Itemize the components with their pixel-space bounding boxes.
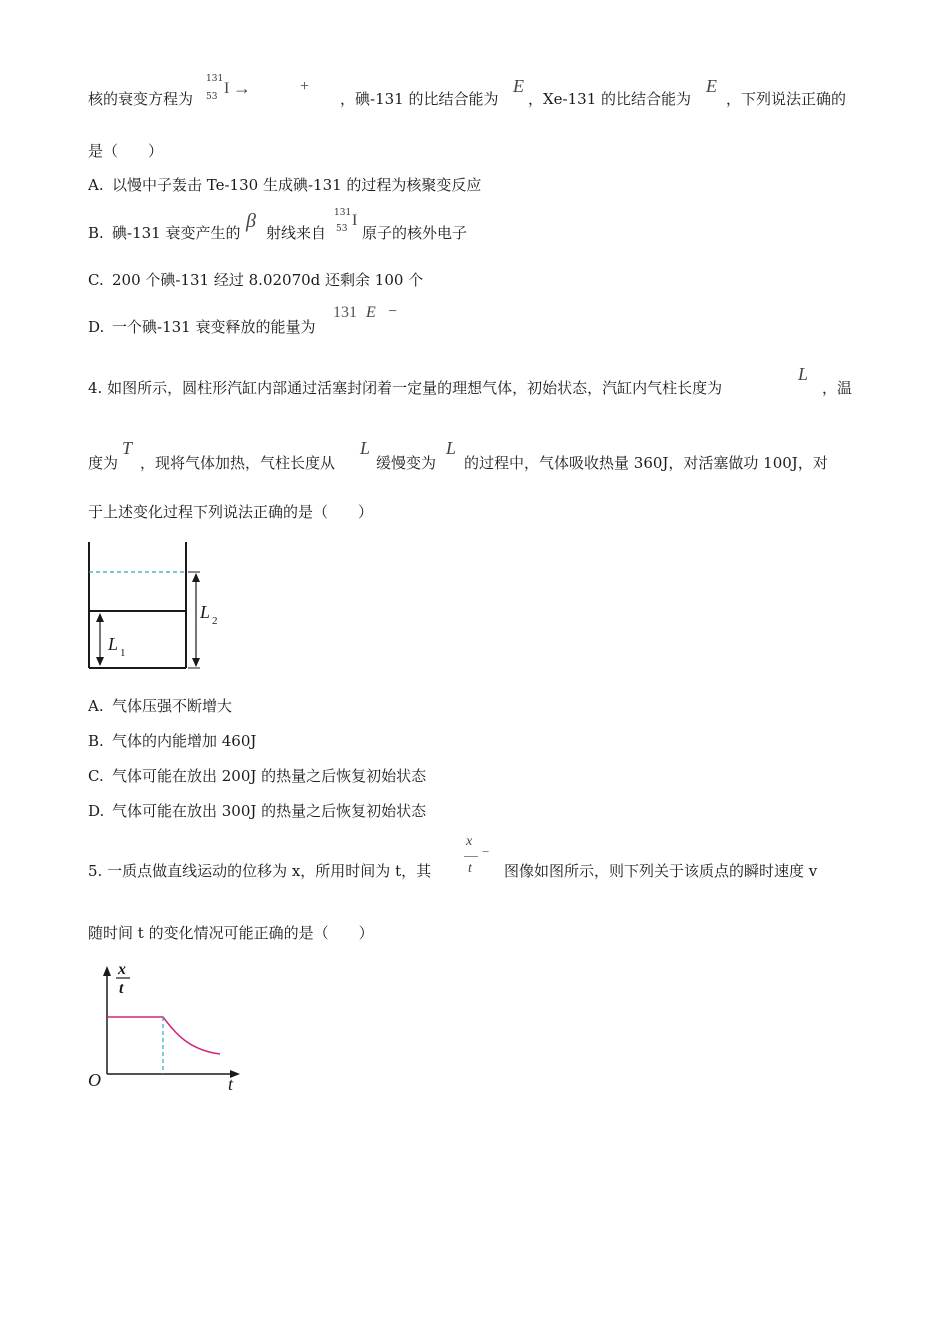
- q4-stem-line2-suffix: 的过程中，气体吸收热量 360J，对活塞做功 100J，对: [464, 454, 828, 472]
- q3-intro-suffix: ，下列说法正确的: [726, 90, 847, 108]
- xlabel: t: [228, 1074, 234, 1094]
- q4-stem-line3: 于上述变化过程下列说法正确的是（ ）: [88, 503, 374, 521]
- ylabel-denominator: t: [119, 980, 124, 997]
- l2-label: L: [200, 602, 211, 622]
- l1-arrow-head-up: [96, 613, 104, 622]
- q5-stem-line1-suffix: 图像如图所示，则下列关于该质点的瞬时速度 v: [504, 862, 818, 880]
- xt-graph: [84, 958, 254, 1094]
- q4-stem-line2: 度为: [88, 454, 119, 472]
- l-symbol: L: [798, 364, 809, 384]
- nuclide-atomic-number: 53: [206, 92, 218, 102]
- q4-stem-line1: 4. 如图所示，圆柱形汽缸内部通过活塞封闭着一定量的理想气体，初始状态，汽缸内气柱长度为: [88, 379, 723, 397]
- l1-label: L: [108, 634, 119, 654]
- q3-option-b-mid: 射线来自: [266, 224, 327, 242]
- l1-arrow-head-down: [96, 657, 104, 666]
- q3-option-d[interactable]: D. 一个碘-131 衰变释放的能量为: [88, 318, 316, 336]
- plus-sign: +: [300, 78, 310, 95]
- l2-arrow-head-up: [192, 573, 200, 582]
- l1-label-sub: 1: [120, 647, 126, 659]
- cylinder-figure: [80, 538, 230, 674]
- option-b-atomic-number: 53: [336, 224, 348, 234]
- l2-arrow-head-down: [192, 658, 200, 667]
- q4-stem-line2-mid1: ，现将气体加热，气柱长度从: [140, 454, 336, 472]
- option-b-nuclide-symbol: I: [352, 212, 358, 229]
- q3-question-end: 是（ ）: [88, 142, 164, 160]
- l2-label-sub: 2: [212, 615, 218, 627]
- q3-option-b[interactable]: B. 碘-131 衰变产生的: [88, 224, 241, 242]
- q3-intro-mid2: ，Xe-131 的比结合能为: [528, 90, 692, 108]
- origin-label: O: [88, 1070, 101, 1090]
- q4-option-c[interactable]: C. 气体可能在放出 200J 的热量之后恢复初始状态: [88, 767, 427, 785]
- q5-stem-line2: 随时间 t 的变化情况可能正确的是（ ）: [88, 924, 374, 942]
- q3-intro-line: 核的衰变方程为: [88, 90, 194, 108]
- ylabel-numerator: x: [118, 961, 126, 978]
- y-axis-arrow: [103, 966, 111, 976]
- q5-frac-denominator: t: [468, 861, 472, 876]
- beta-symbol: β: [246, 210, 256, 232]
- e2-symbol: E: [706, 76, 717, 96]
- q5-frac-bar: [464, 856, 478, 857]
- energy-expr-e: E: [366, 304, 376, 321]
- q3-intro-mid1: ，碘-131 的比结合能为: [340, 90, 499, 108]
- nuclide-symbol: I: [224, 80, 230, 97]
- l-to-symbol: L: [446, 438, 457, 458]
- l-from-symbol: L: [360, 438, 371, 458]
- energy-expr-minus: −: [388, 303, 398, 320]
- q3-option-b-after: 原子的核外电子: [362, 224, 468, 242]
- nuclide-mass-number: 131: [206, 74, 224, 84]
- q4-option-d[interactable]: D. 气体可能在放出 300J 的热量之后恢复初始状态: [88, 802, 427, 820]
- e1-symbol: E: [513, 76, 524, 96]
- q4-option-a[interactable]: A. 气体压强不断增大: [88, 697, 233, 715]
- q4-option-b[interactable]: B. 气体的内能增加 460J: [88, 732, 257, 750]
- q5-frac-dash: −: [482, 844, 490, 859]
- t-symbol: T: [122, 438, 133, 458]
- q5-stem-line1: 5. 一质点做直线运动的位移为 x，所用时间为 t，其: [88, 862, 432, 880]
- q3-option-a[interactable]: A. 以慢中子轰击 Te-130 生成碘-131 的过程为核聚变反应: [88, 176, 482, 194]
- q5-frac-numerator: x: [466, 834, 473, 849]
- q3-option-c[interactable]: C. 200 个碘-131 经过 8.02070d 还剩余 100 个: [88, 271, 424, 289]
- option-b-mass-number: 131: [334, 208, 352, 218]
- q4-stem-line2-mid2: 缓慢变为: [376, 454, 437, 472]
- q4-stem-line1-suffix: ，温: [822, 379, 853, 397]
- reaction-arrow: →: [233, 78, 251, 98]
- energy-expr-131: 131: [333, 304, 357, 321]
